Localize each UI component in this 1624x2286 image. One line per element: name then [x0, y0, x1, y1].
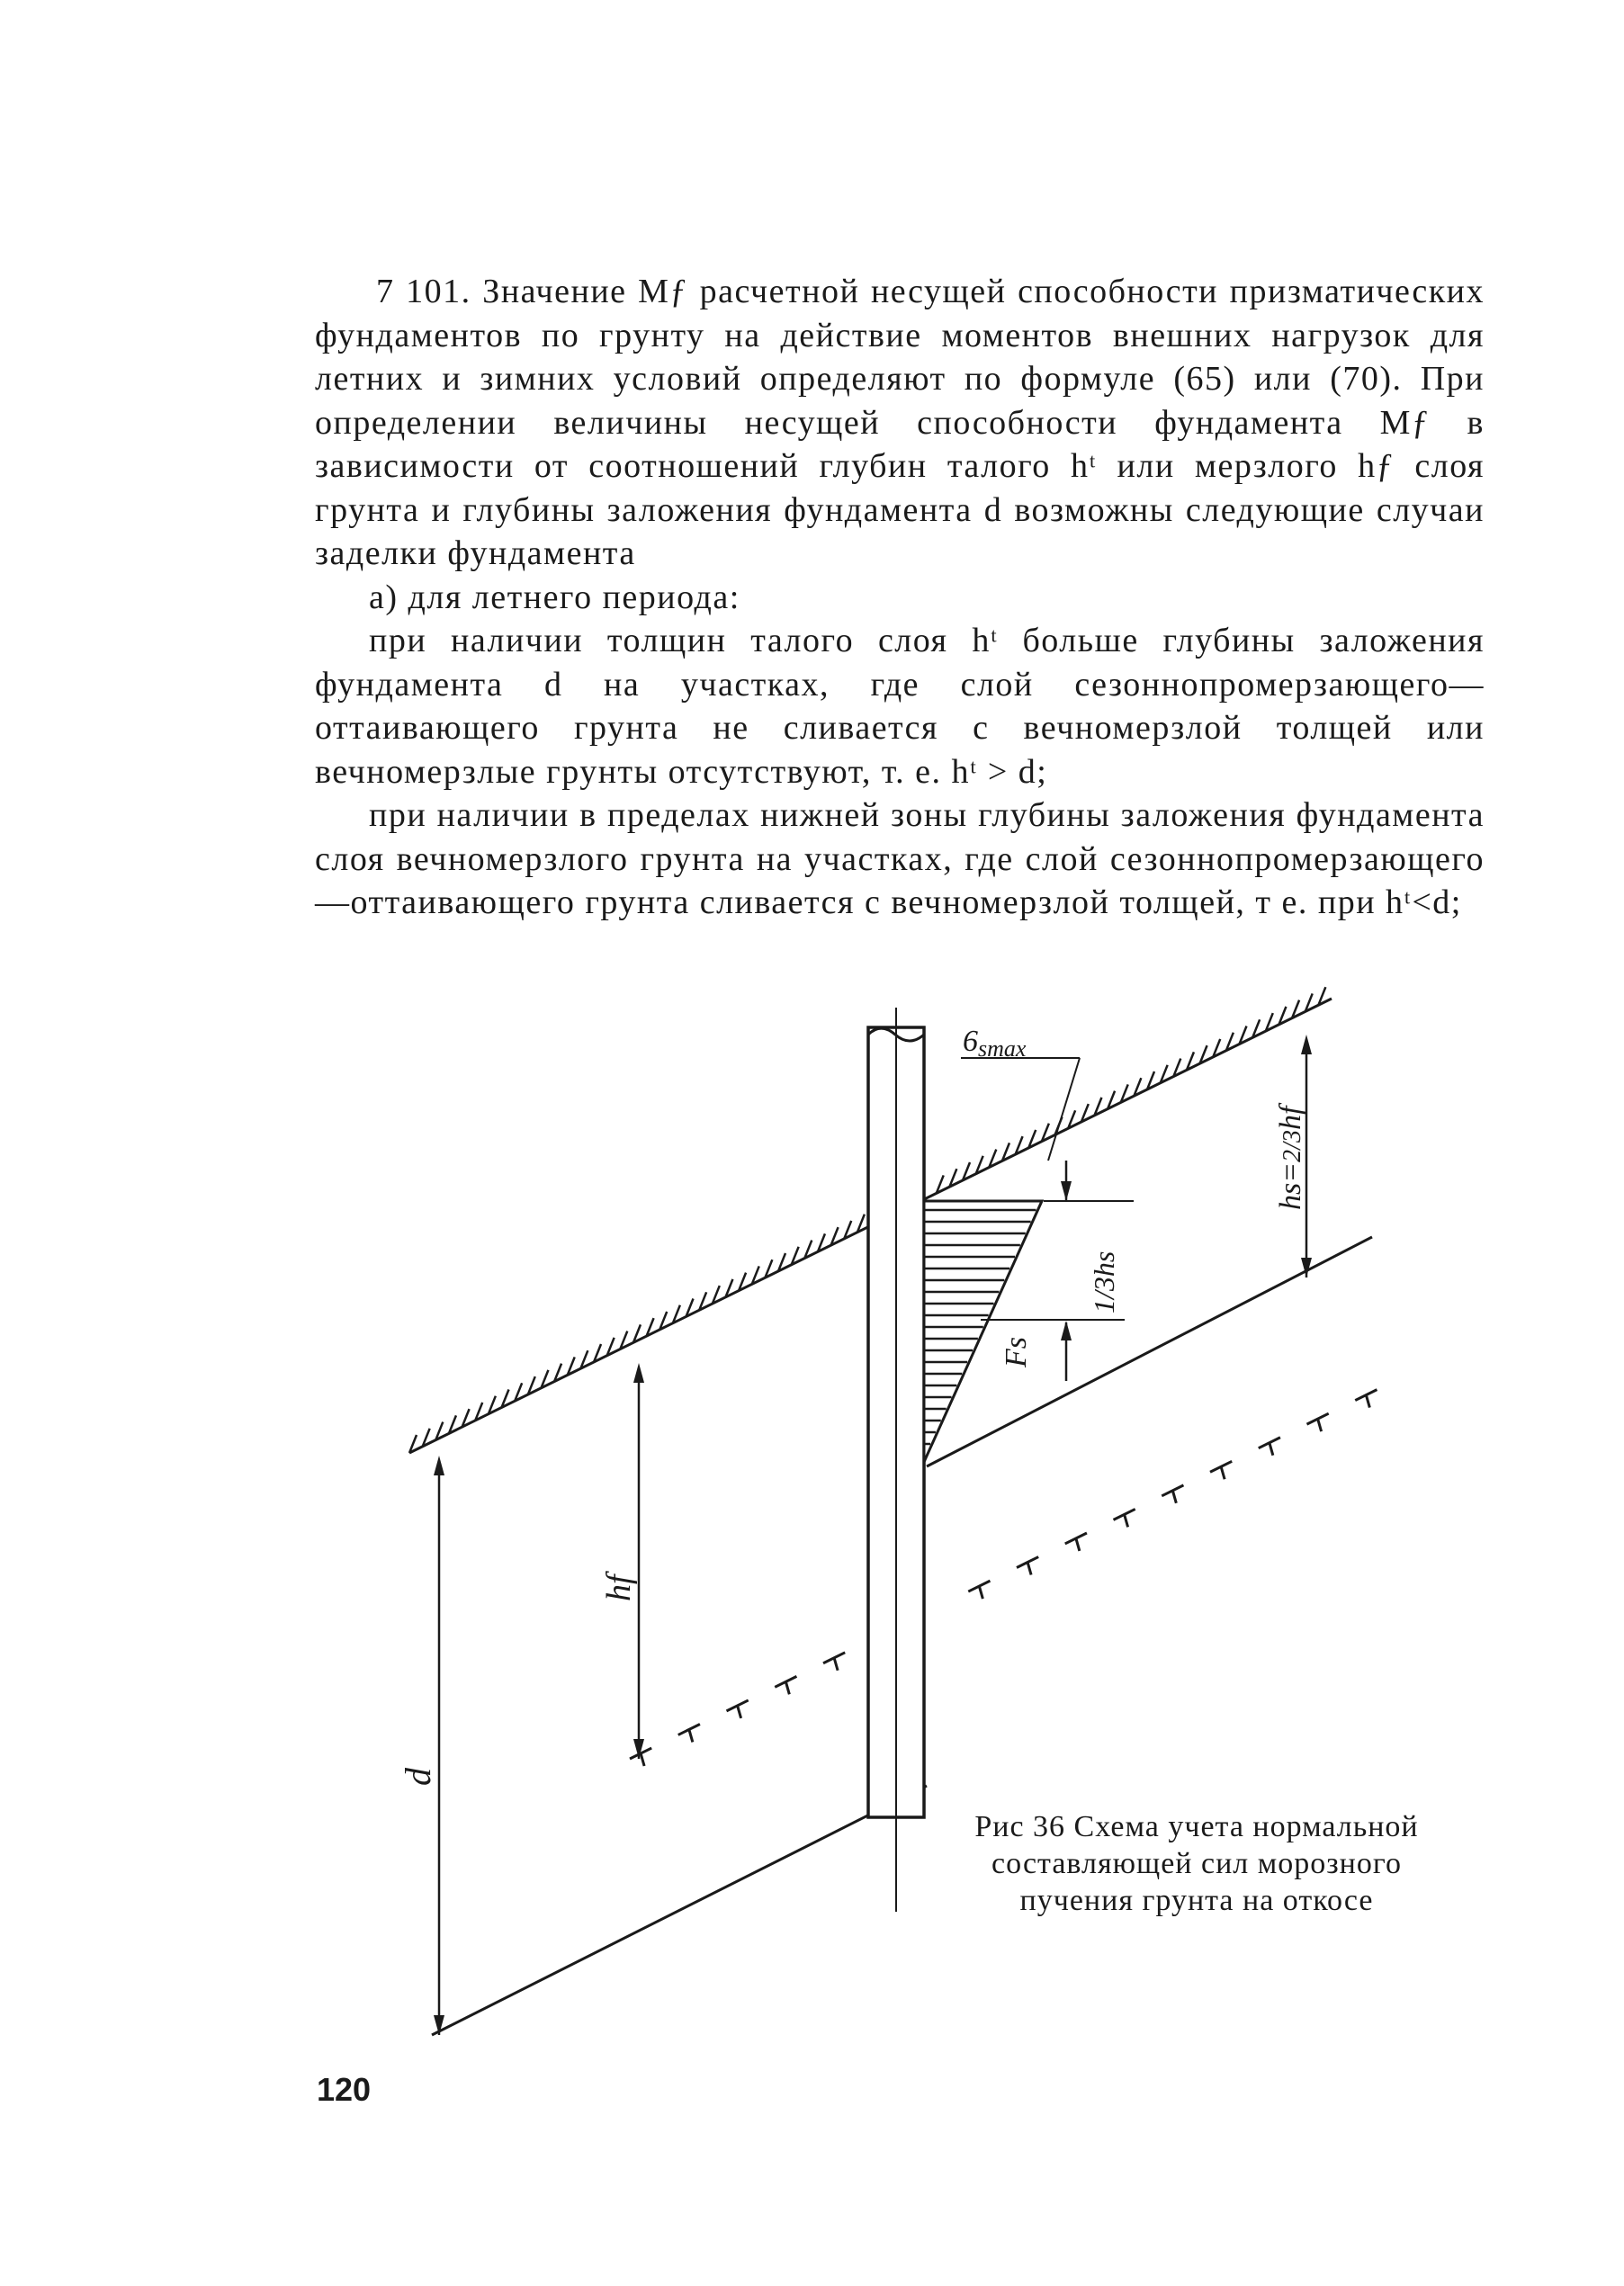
paragraph-7-101: 7 101. Значение Mƒ расчетной несущей способности призматических фундаментов по грунту на действие моментов внешних нагрузок для летних и зимних условий определяют по формуле (65) или (70). При определении величины несущей способности фундамента Mƒ в зависимости от соотношений глубин талого hᵗ или мерзлого hƒ слоя грунта и глубины заложения фундамента d возможны следующие случаи заделки фундамента [315, 273, 1485, 572]
dim-hf-arrow-top [633, 1363, 644, 1383]
label-sigma-smax: 6smax [963, 1025, 1027, 1062]
paragraph-case-thawed: при наличии толщин талого слоя hᵗ больше глубины заложения фундамента d на участках, где слой сезоннопромерзающего—оттаивающего грунта не сливается с вечномерзлой толщей или вечномерзлые грунты отсутствуют, т. е. hᵗ > d; [315, 622, 1485, 791]
label-hf: hf [600, 1574, 638, 1601]
paragraph-case-frozen: при наличии в пределах нижней зоны глубины заложения фундамента слоя вечномерзлого грунта на участках, где слой сезоннопромерзающего—оттаивающего грунта сливается с вечномерзлой толщей, т е. при hᵗ<d; [315, 796, 1485, 921]
dim-third-arrow-head-top [1061, 1181, 1072, 1201]
label-third-hs: 1/3hs [1088, 1251, 1120, 1313]
label-d: d [398, 1768, 438, 1786]
dim-d-arrow-top [434, 1456, 444, 1475]
figure-caption: Рис 36 Схема учета нормальной составляющей сил морозного пучения грунта на откосе [974, 1810, 1419, 1917]
label-fs: Fs [1000, 1337, 1033, 1367]
sigma-leader [1048, 1058, 1080, 1161]
dim-hs-arrow-top [1301, 1035, 1312, 1054]
deep-base-line [432, 1786, 927, 2035]
label-hs: hs=2/3hf [1274, 1106, 1307, 1210]
permafrost-line [630, 1390, 1377, 1766]
dim-third-arrow-head [1061, 1321, 1072, 1340]
stress-triangle [924, 1201, 1042, 1462]
page-number: 120 [317, 2071, 372, 2108]
paragraph-summer-period: а) для летнего периода: [369, 578, 740, 616]
